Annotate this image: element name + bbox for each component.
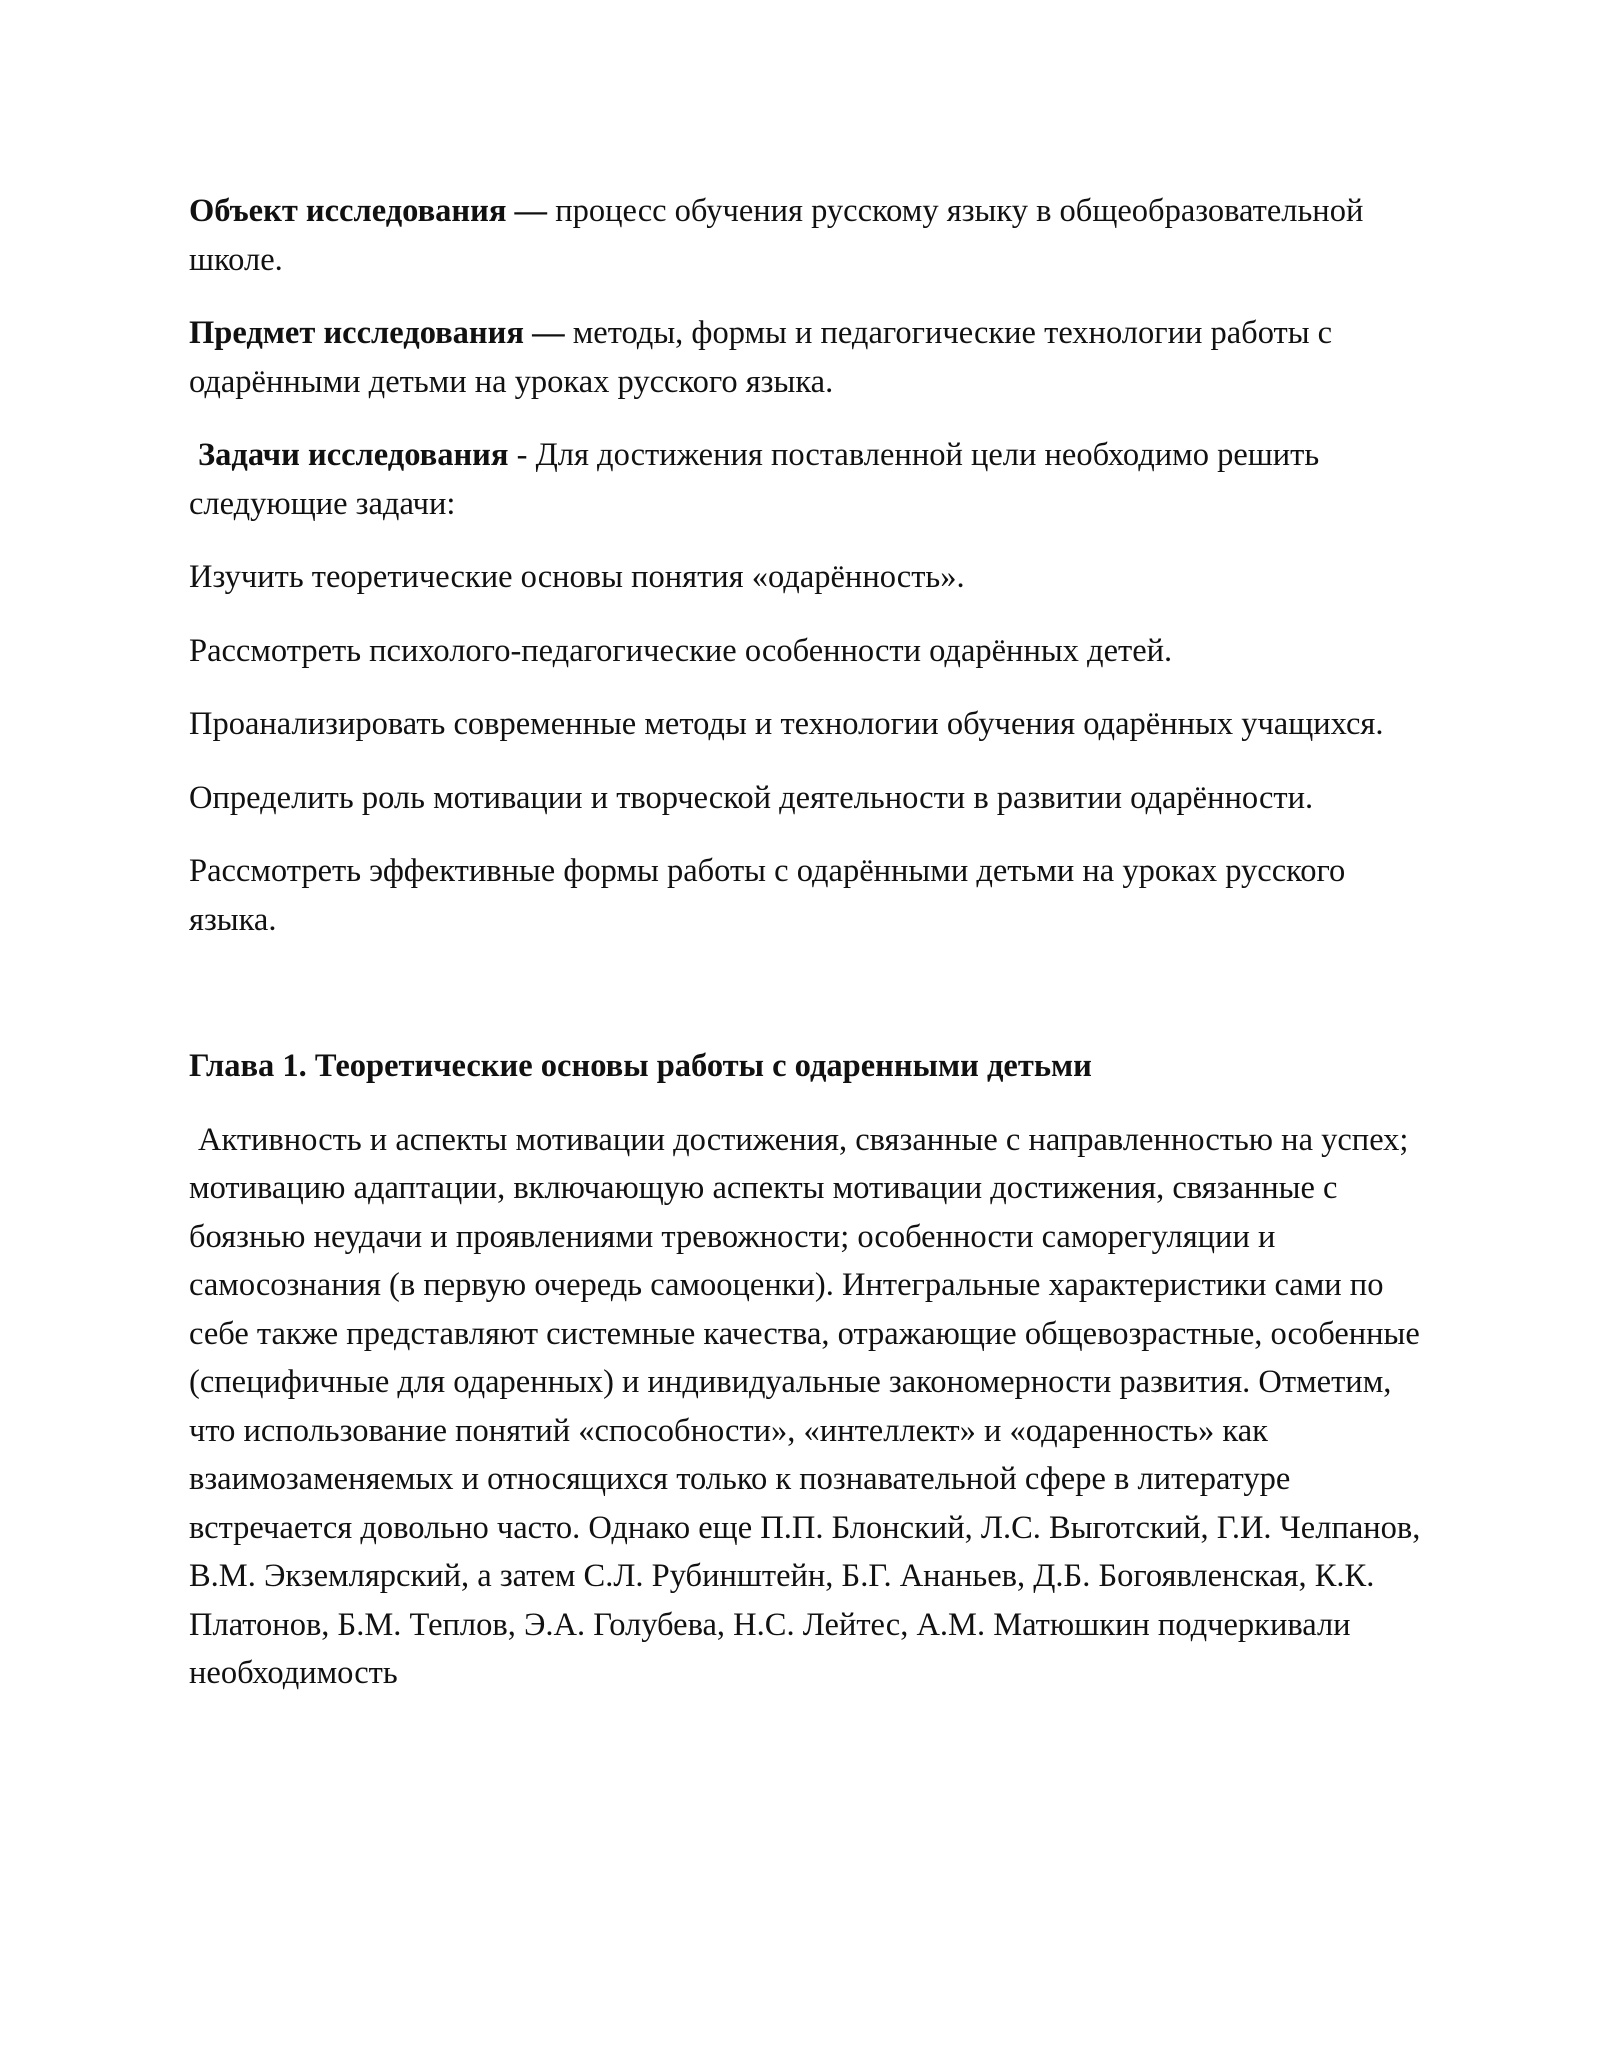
document-body	[189, 187, 1429, 1723]
task-item: Проанализировать современные методы и технологии обучения одарённых учащихся.	[189, 706, 1384, 742]
chapter-paragraph: Активность и аспекты мотивации достижения, связанные с направленностью на успех; мотивацию адаптации, включающую аспекты мотивации достижения, связанные с боязнью неудачи и проявлениями тревожности; особенности саморегуляции и самосознания (в первую очередь самооценки). Интегральные характеристики сами по себе также представляют системные качества, отражающие общевозрастные, особенные (специфичные для одаренных) и индивидуальные закономерности развития. Отметим, что использование понятий «способности», «интеллект» и «одаренность» как взаимозаменяемых и относящихся только к познавательной сфере в литературе встречается довольно часто. Однако еще П.П. Блонский, Л.С. Выготский, Г.И. Челпанов, В.М. Экземлярский, а затем С.Л. Рубинштейн, Б.Г. Ананьев, Д.Б. Богоявленская, К.К. Платонов, Б.М. Теплов, Э.А. Голубева, Н.С. Лейтес, А.М. Матюшкин подчеркивали необходимость	[189, 1121, 1421, 1691]
task-item: Определить роль мотивации и творческой деятельности в развитии одарённости.	[189, 779, 1314, 816]
research-subject-label: Предмет исследования —	[189, 315, 565, 351]
chapter-heading: Глава 1. Теоретические основы работы с одаренными детьми	[189, 1048, 1092, 1084]
research-tasks-paragraph	[189, 431, 1429, 528]
research-tasks-text: - Для достижения поставленной цели необходимо решить следующие задачи:	[189, 437, 1320, 522]
research-object-label: Объект исследования —	[189, 193, 548, 229]
task-item: Рассмотреть эффективные формы работы с одарёнными детьми на уроках русского языка.	[189, 853, 1346, 938]
task-item: Изучить теоретические основы понятия «одарённость».	[189, 559, 965, 595]
research-object-paragraph	[189, 187, 1429, 284]
research-object-text: процесс обучения русскому языку в общеобразовательной школе.	[189, 193, 1364, 278]
research-tasks-label: Задачи исследования	[198, 437, 509, 473]
research-subject-paragraph	[189, 309, 1429, 406]
research-subject-text: методы, формы и педагогические технологии работы с одарёнными детьми на уроках русского языка.	[189, 315, 1333, 400]
task-item: Рассмотреть психолого-педагогические особенности одарённых детей.	[189, 632, 1173, 669]
